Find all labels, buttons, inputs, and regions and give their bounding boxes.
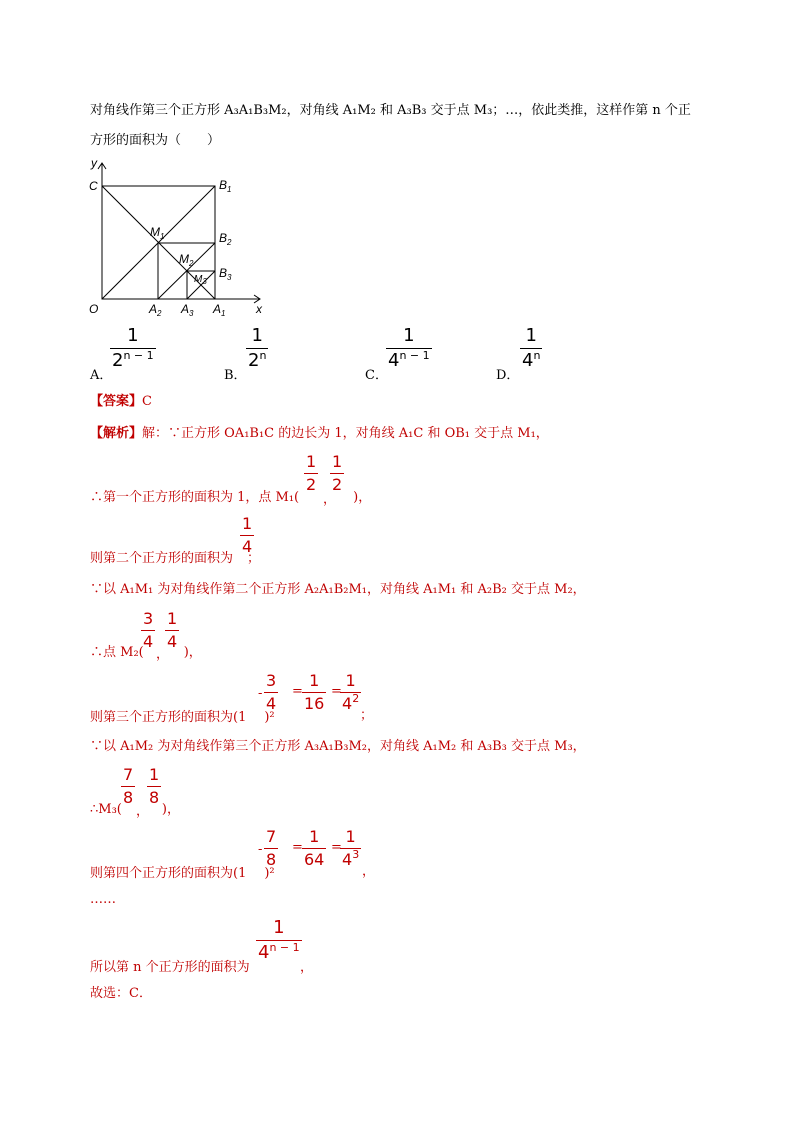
- fraction-half-b-num: 1: [332, 452, 343, 471]
- label-M1: M: [150, 225, 160, 239]
- label-C: C: [89, 179, 98, 193]
- fraction-9-c: [340, 828, 361, 869]
- label-A3: A: [181, 302, 190, 316]
- fraction-3-4-den: 4: [143, 632, 154, 651]
- option-a-den-base: 2: [112, 350, 124, 371]
- label-A3-sub: 3: [189, 309, 194, 318]
- answer-line: [90, 394, 152, 410]
- option-b-fraction: [246, 326, 268, 371]
- option-c-den-base: 4: [388, 350, 400, 371]
- option-b-den-base: 2: [248, 350, 260, 371]
- label-A1-sub: 1: [221, 309, 226, 318]
- analysis-line-6: [90, 710, 275, 726]
- fraction-6-c-den-exp: 2: [352, 692, 360, 705]
- fraction-quarter-den: 4: [242, 537, 253, 556]
- option-a-fraction: [110, 326, 156, 371]
- label-M3-sub: 3: [202, 277, 207, 286]
- analysis-line-1: [90, 426, 549, 442]
- fraction-7-8-den: 8: [123, 788, 134, 807]
- svg-text:M3: [194, 274, 207, 286]
- svg-text:M1: [150, 225, 164, 241]
- analysis-line-7: ∵以 A₁M₂ 为对角线作第三个正方形 A₃A₁B₃M₂，对角线 A₁M₂ 和 A₃B₃ 交于点 M₃，: [90, 739, 586, 754]
- fraction-quarter: [240, 515, 254, 556]
- fraction-half-b-den: 2: [332, 475, 343, 494]
- analysis-line-10: [90, 960, 250, 976]
- fraction-6-b-num: 1: [309, 671, 320, 690]
- fraction-9-c-den-base: 4: [342, 850, 353, 869]
- svg-text:A3: [180, 302, 194, 318]
- analysis-line-6-end: ；: [360, 708, 374, 723]
- fraction-3-4: [141, 610, 155, 651]
- analysis-line-4: ∵以 A₁M₁ 为对角线作第二个正方形 A₂A₁B₂M₁，对角线 A₁M₁ 和 A₂B₂ 交于点 M₂，: [90, 582, 586, 597]
- ellipsis: ……: [90, 892, 116, 907]
- question-line-2: 方形的面积为（ ）: [90, 133, 221, 148]
- fraction-half-a: [304, 453, 318, 494]
- comma-3: ，: [136, 804, 150, 819]
- label-y: y: [91, 156, 97, 170]
- comma-1: ，: [323, 492, 337, 507]
- fraction-1-8-num: 1: [149, 765, 160, 784]
- label-B3-sub: 3: [227, 273, 232, 282]
- fraction-final-den-exp: n − 1: [269, 941, 300, 954]
- label-O: O: [89, 302, 99, 316]
- analysis-line-10-pre: 所以第 n 个正方形的面积为: [90, 960, 250, 975]
- option-d-den-exp: n: [533, 349, 541, 362]
- equals-6b: =: [331, 684, 342, 699]
- fraction-6-a-den: 4: [266, 694, 277, 713]
- option-d-num: 1: [525, 325, 537, 346]
- fraction-1-8-den: 8: [149, 788, 160, 807]
- option-d-den-base: 4: [522, 350, 534, 371]
- comma-2: ，: [156, 647, 170, 662]
- svg-text:A1: [212, 302, 225, 318]
- label-B2: B: [219, 231, 228, 245]
- label-M2: M: [179, 252, 189, 266]
- analysis-line-2-post: )，: [353, 490, 372, 505]
- fraction-9-b-den: 64: [304, 850, 325, 869]
- analysis-line-3-post: ；: [247, 551, 261, 566]
- option-a-num: 1: [127, 325, 139, 346]
- analysis-line-2-pre: ∴第一个正方形的面积为 1，点 M₁(: [90, 490, 300, 505]
- analysis-line-11: 故选：C．: [90, 986, 152, 1001]
- option-b-letter: B．: [224, 368, 247, 383]
- fraction-6-c: [340, 672, 361, 713]
- option-a-letter: A．: [90, 368, 113, 383]
- label-B3: B: [219, 266, 228, 280]
- fraction-final-num: 1: [273, 917, 285, 938]
- analysis-text-1: 解：∵正方形 OA₁B₁C 的边长为 1，对角线 A₁C 和 OB₁ 交于点 M₁，: [142, 426, 549, 441]
- option-a-den-exp: n − 1: [123, 349, 154, 362]
- svg-text:B1: [219, 178, 231, 194]
- fraction-9-c-den-exp: 3: [352, 848, 360, 861]
- label-B1-sub: 1: [227, 185, 232, 194]
- minus-sign-9: -: [258, 842, 263, 857]
- analysis-line-5-pre: ∴点 M₂(: [90, 645, 144, 660]
- svg-text:B3: [219, 266, 232, 282]
- fraction-final: [256, 918, 302, 963]
- option-c-letter: C．: [365, 368, 388, 383]
- option-c-den-exp: n − 1: [399, 349, 430, 362]
- option-b-den-exp: n: [259, 349, 267, 362]
- equals-9a: =: [292, 840, 303, 855]
- fraction-6-a-num: 3: [266, 671, 277, 690]
- fraction-6-c-den-base: 4: [342, 694, 353, 713]
- label-M3: M: [194, 274, 203, 285]
- analysis-tag: 【解析】: [90, 426, 143, 441]
- option-d-letter: D．: [496, 368, 520, 383]
- analysis-line-9-pre: 则第四个正方形的面积为(1: [90, 866, 247, 881]
- option-d-fraction: [520, 326, 542, 371]
- equals-6a: =: [292, 684, 303, 699]
- fraction-1-4-num: 1: [167, 609, 178, 628]
- label-M2-sub: 2: [189, 259, 194, 268]
- fraction-6-a: [264, 672, 278, 713]
- fraction-final-den-base: 4: [258, 942, 270, 963]
- option-c-fraction: [386, 326, 432, 371]
- fraction-1-4-den: 4: [167, 632, 178, 651]
- fraction-9-c-num: 1: [345, 827, 356, 846]
- analysis-line-8-pre: ∴M₃(: [90, 802, 122, 817]
- analysis-line-8-post: )，: [161, 802, 180, 817]
- fraction-half-b: [330, 453, 344, 494]
- fraction-6-c-num: 1: [345, 671, 356, 690]
- svg-text:A2: [148, 302, 162, 318]
- fraction-quarter-num: 1: [242, 514, 253, 533]
- fraction-1-4: [165, 610, 179, 651]
- question-line-1: 对角线作第三个正方形 A₃A₁B₃M₂，对角线 A₁M₂ 和 A₃B₃ 交于点 M₃；…，依此类推，这样作第 n 个正: [90, 103, 691, 118]
- analysis-line-3: [90, 551, 260, 567]
- analysis-line-9-end: ，: [362, 864, 376, 879]
- fraction-6-b: [302, 672, 326, 713]
- svg-text:M2: [179, 252, 194, 268]
- geometry-figure: [88, 155, 268, 320]
- fraction-9-b-num: 1: [309, 827, 320, 846]
- label-x: x: [256, 302, 262, 316]
- fraction-7-8: [121, 766, 135, 807]
- fraction-half-a-den: 2: [306, 475, 317, 494]
- option-c-num: 1: [403, 325, 415, 346]
- analysis-line-9: [90, 866, 275, 882]
- fraction-7-8-num: 7: [123, 765, 134, 784]
- fraction-9-a-den: 8: [266, 850, 277, 869]
- fraction-9-a: [264, 828, 278, 869]
- fraction-1-8: [147, 766, 161, 807]
- label-M1-sub: 1: [160, 232, 165, 241]
- minus-sign-6: -: [258, 686, 263, 701]
- option-b-num: 1: [251, 325, 263, 346]
- label-A2: A: [149, 302, 158, 316]
- analysis-line-3-pre: 则第二个正方形的面积为: [90, 551, 234, 566]
- label-A1: A: [213, 302, 222, 316]
- fraction-9-a-num: 7: [266, 827, 277, 846]
- equals-9b: =: [331, 840, 342, 855]
- analysis-line-6-post: )²: [264, 710, 275, 725]
- fraction-9-b: [302, 828, 326, 869]
- analysis-line-9-post: )²: [264, 866, 275, 881]
- fraction-half-a-num: 1: [306, 452, 317, 471]
- analysis-line-10-post: ，: [300, 960, 314, 975]
- answer-tag: 【答案】: [90, 394, 143, 409]
- label-B1: B: [219, 178, 228, 192]
- svg-text:B2: [219, 231, 232, 247]
- fraction-6-b-den: 16: [304, 694, 325, 713]
- label-B2-sub: 2: [227, 238, 232, 247]
- analysis-line-5-post: )，: [183, 645, 202, 660]
- fraction-3-4-num: 3: [143, 609, 154, 628]
- label-A2-sub: 2: [157, 309, 162, 318]
- answer-value: C: [142, 394, 152, 409]
- analysis-line-6-pre: 则第三个正方形的面积为(1: [90, 710, 247, 725]
